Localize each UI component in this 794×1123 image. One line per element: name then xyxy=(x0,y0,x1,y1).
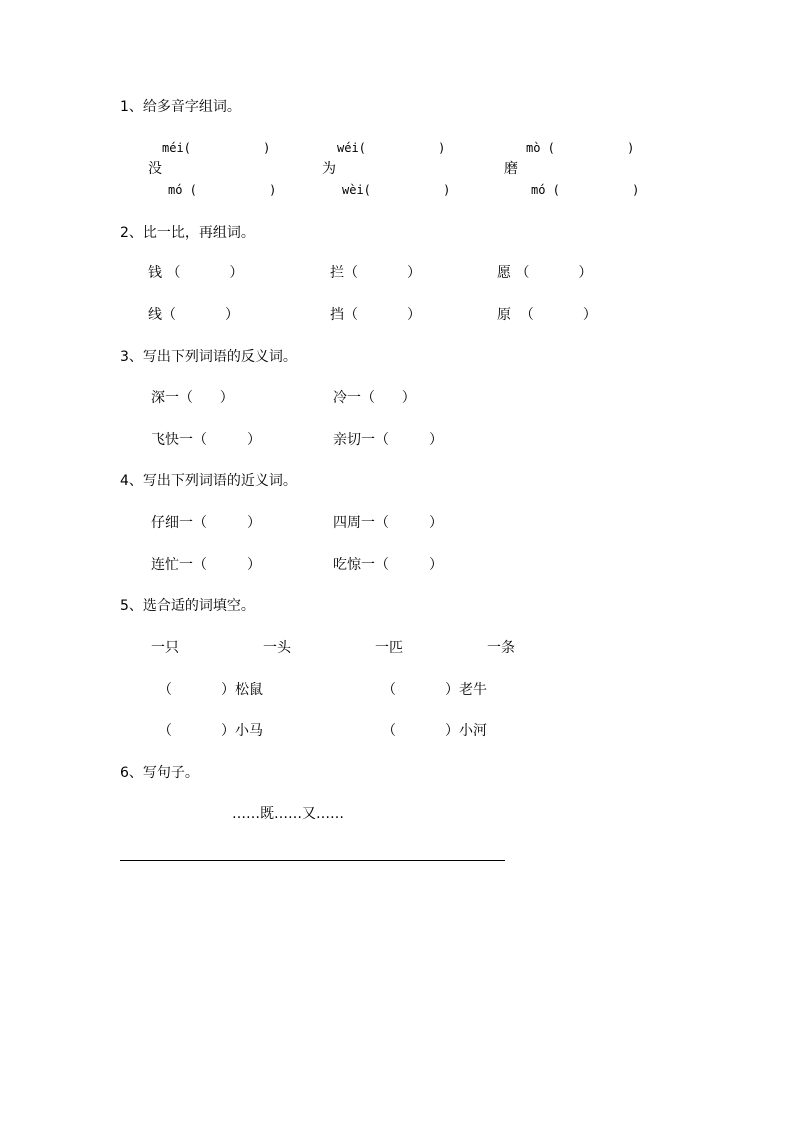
q1-pinyin-mo2[interactable]: mó ( ) xyxy=(531,183,640,197)
q5-title: 5、选合适的词填空。 xyxy=(120,598,255,614)
q5-option-yipi: 一匹 xyxy=(375,640,403,656)
q1-pinyin-mo4[interactable]: mò ( ) xyxy=(526,141,635,155)
q5-blank-xiaoma[interactable]: （ ）小马 xyxy=(158,723,263,739)
q5-blank-laoniu[interactable]: （ ）老牛 xyxy=(382,682,487,698)
q2-item-yuan2[interactable]: 原 （ ） xyxy=(497,307,597,323)
q1-title: 1、给多音字组词。 xyxy=(120,99,241,115)
q3-item-qinqie[interactable]: 亲切一（ ） xyxy=(333,432,444,448)
answer-line[interactable] xyxy=(120,860,505,861)
q4-item-sizhou[interactable]: 四周一（ ） xyxy=(333,515,444,531)
q1-char-wei: 为 xyxy=(322,161,336,177)
q4-title: 4、写出下列词语的近义词。 xyxy=(120,473,297,489)
q2-item-qian[interactable]: 钱 （ ） xyxy=(148,265,244,281)
q1-pinyin-wei2[interactable]: wéi( ) xyxy=(337,141,446,155)
q3-item-feikuai[interactable]: 飞快一（ ） xyxy=(151,432,262,448)
q3-title: 3、写出下列词语的反义词。 xyxy=(120,349,297,365)
q2-item-yuan4[interactable]: 愿 （ ） xyxy=(497,265,593,281)
q5-option-yitou: 一头 xyxy=(263,640,291,656)
q2-item-lan[interactable]: 拦（ ） xyxy=(330,265,421,281)
q2-item-xian[interactable]: 线（ ） xyxy=(148,307,239,323)
q3-item-leng[interactable]: 冷一（ ） xyxy=(333,390,416,406)
q6-title: 6、写句子。 xyxy=(120,765,199,781)
q2-title: 2、比一比，再组词。 xyxy=(120,225,255,241)
q5-blank-songshu[interactable]: （ ）松鼠 xyxy=(158,682,263,698)
q3-item-shen[interactable]: 深一（ ） xyxy=(151,390,234,406)
q5-option-yitiao: 一条 xyxy=(487,640,515,656)
q5-blank-xiaohe[interactable]: （ ）小河 xyxy=(382,723,487,739)
q1-pinyin-wei4[interactable]: wèi( ) xyxy=(342,183,451,197)
q2-item-dang[interactable]: 挡（ ） xyxy=(330,307,421,323)
q1-pinyin-mo1[interactable]: mó ( ) xyxy=(168,183,277,197)
q4-item-lianmang[interactable]: 连忙一（ ） xyxy=(151,557,262,573)
q1-pinyin-mei[interactable]: méi( ) xyxy=(162,141,271,155)
q1-char-mo: 磨 xyxy=(504,161,518,177)
q4-item-chijing[interactable]: 吃惊一（ ） xyxy=(333,557,444,573)
q4-item-zixi[interactable]: 仔细一（ ） xyxy=(151,515,262,531)
q1-char-mei: 没 xyxy=(148,161,162,177)
q5-option-yizhi: 一只 xyxy=(151,640,179,656)
q6-pattern: ……既……又…… xyxy=(232,806,344,822)
